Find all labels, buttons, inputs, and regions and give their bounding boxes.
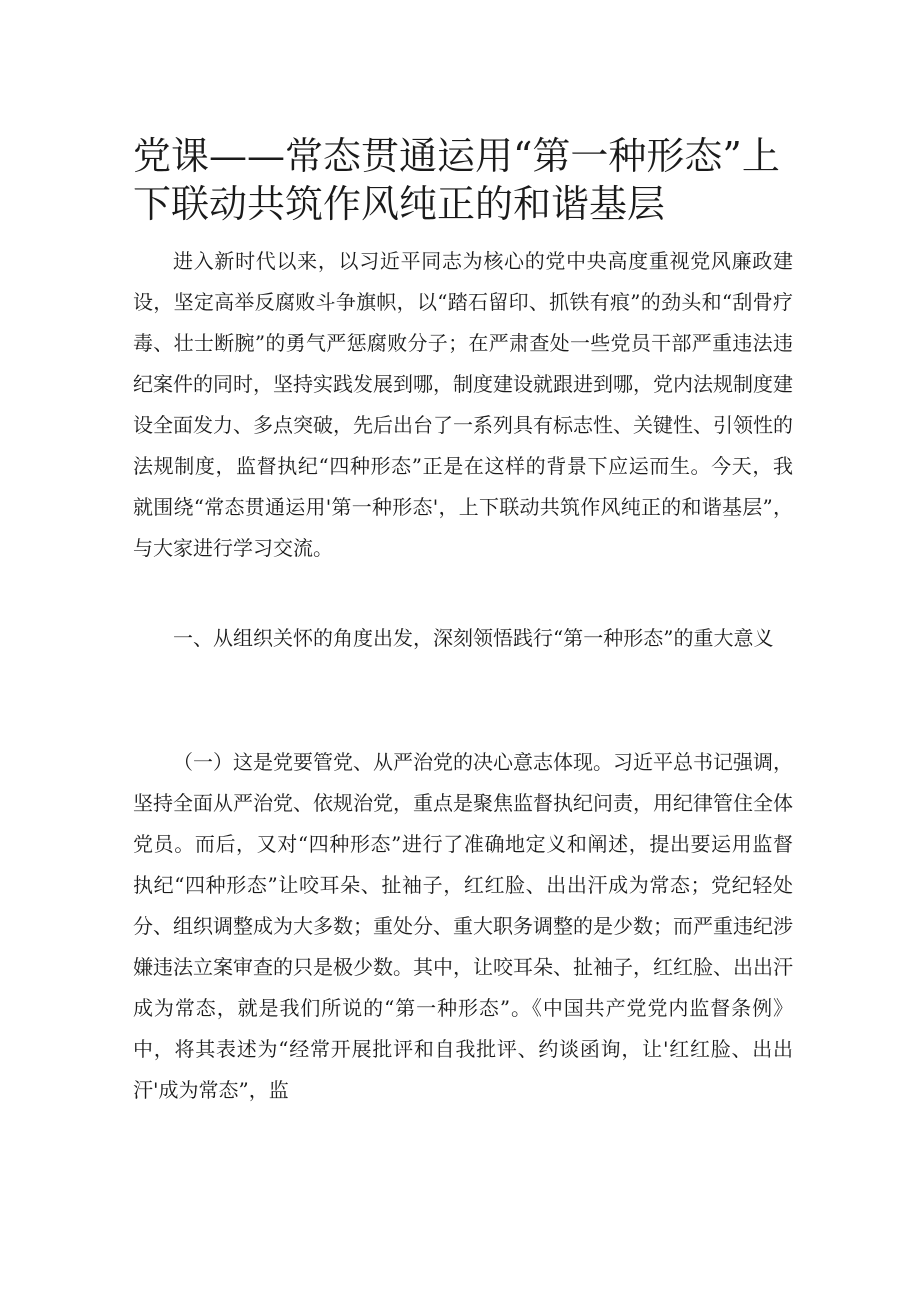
section-heading: 一、从组织关怀的角度出发，深刻领悟践行“第一种形态”的重大意义 [173, 626, 774, 650]
subsection-paragraph: （一）这是党要管党、从严治党的决心意志体现。习近平总书记强调，坚持全面从严治党、依规治党，重点是聚焦监督执纪问责，用纪律管住全体党员。而后，又对“四种形态”进行了准确地定义和阐述，提出要运用监督执纪“四种形态”让咬耳朵、扯袖子，红红脸、出出汗成为常态；党纪轻处分、组织调整成为大多数；重处分、重大职务调整的是少数；而严重违纪涉嫌违法立案审查的只是极少数。其中，让咬耳朵、扯袖子，红红脸、出出汗成为常态，就是我们所说的“第一种形态”。《中国共产党党内监督条例》中，将其表述为“经常开展批评和自我批评、约谈函询，让'红红脸、出出汗'成为常态”，监 [133, 750, 793, 1102]
intro-paragraph: 进入新时代以来，以习近平同志为核心的党中央高度重视党风廉政建设，坚定高举反腐败斗争旗帜，以“踏石留印、抓铁有痕”的劲头和“刮骨疗毒、壮士断腕”的勇气严惩腐败分子；在严肃查处一些党员干部严重违法违纪案件的同时，坚持实践发展到哪，制度建设就跟进到哪，党内法规制度建设全面发力、多点突破，先后出台了一系列具有标志性、关键性、引领性的法规制度，监督执纪“四种形态”正是在这样的背景下应运而生。今天，我就围绕“常态贯通运用'第一种形态'，上下联动共筑作风纯正的和谐基层”，与大家进行学习交流。 [133, 249, 793, 560]
document-title: 党课——常态贯通运用“第一种形态”上下联动共筑作风纯正的和谐基层 [133, 134, 780, 226]
